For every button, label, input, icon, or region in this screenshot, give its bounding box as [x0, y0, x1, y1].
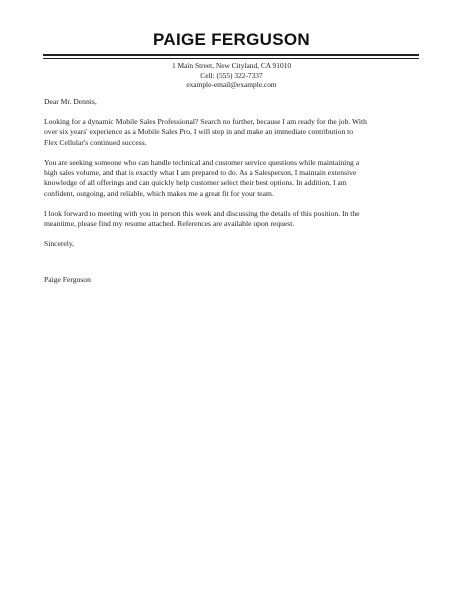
paragraph-line: high sales volume, and that is exactly what I am prepared to do. As a Salesperson, I maintain extensive — [44, 168, 357, 178]
letter-body — [44, 97, 424, 295]
applicant-name: PAIGE FERGUSON — [153, 30, 310, 49]
salutation: Dear Mr. Dennis, — [44, 97, 97, 106]
paragraph-line: Looking for a dynamic Mobile Sales Professional? Search no further, because I am ready for the job. With — [44, 116, 367, 126]
contact-phone: Cell: (555) 322-7337 — [200, 70, 263, 80]
paragraph-closing — [44, 209, 424, 230]
paragraph-line: You are seeking someone who can handle technical and customer service questions while maintaining a — [44, 157, 360, 167]
contact-email: example-email@example.com — [186, 80, 277, 90]
header-rule-thin — [43, 58, 419, 59]
paragraph-qualifications — [44, 158, 424, 200]
signature-name: Paige Ferguson — [44, 274, 91, 284]
paragraph-line: Flex Cellular's continued success. — [44, 137, 147, 147]
contact-address: 1 Main Street, New Cityland, CA 91010 — [171, 61, 292, 70]
contact-block — [0, 61, 463, 90]
header-rule-thick — [43, 54, 419, 56]
paragraph-line: knowledge of all offerings and can quickly help customer select their best options. In addition, I am — [44, 178, 347, 188]
closing-phrase: Sincerely, — [44, 239, 75, 249]
paragraph-line: meantime, please find my resume attached. References are available upon request. — [44, 219, 295, 229]
paragraph-line: over six years' experience as a Mobile Sales Pro, I will step in and make an immediate contribution to — [44, 127, 354, 137]
paragraph-intro — [44, 117, 424, 148]
paragraph-line: confident, outgoing, and reliable, which makes me a great fit for your team. — [44, 188, 274, 198]
paragraph-line: I look forward to meeting with you in person this week and discussing the details of this position. In the — [44, 208, 360, 218]
signature-space — [44, 259, 424, 275]
